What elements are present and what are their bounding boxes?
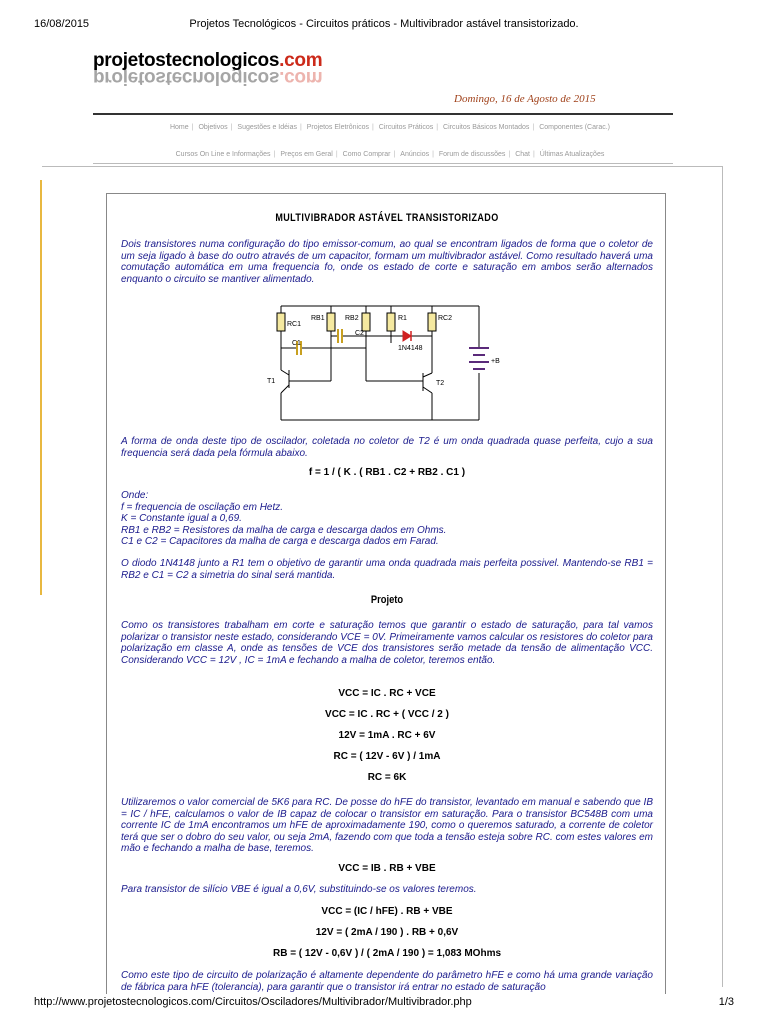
- def-f: f = frequencia de oscilação em Hetz.: [121, 501, 284, 513]
- nav-row-1: Home | Objetivos | Sugestões e Idéias | Projetos Eletrônicos | Circuitos Práticos | Circuitos Básicos Montados | Componentes (Carac.): [160, 122, 620, 134]
- vbe-paragraph: Para transistor de silício VBE é igual a 0,6V, substituindo-se os valores teremos.: [121, 884, 477, 895]
- intro-paragraph: Dois transistores numa configuração do tipo emissor-comum, ao qual se encontram ligados de forma que o coletor de um seja ligado à base do outro através de um capacitor, formam um multivibrador astável. Como resultado haverá uma comutação automática em uma frequencia fo, onde os estado de corte e saturação em ambos serão alternados enquanto o circuito se mantiver alimentado.: [121, 239, 653, 285]
- nav-objetivos[interactable]: Objetivos: [198, 124, 228, 131]
- label-rc1: RC1: [287, 321, 302, 328]
- label-rb2: RB2: [345, 315, 359, 322]
- left-accent-bar: [40, 180, 42, 595]
- nav-componentes[interactable]: Componentes (Carac.): [539, 124, 611, 131]
- diode-paragraph: O diodo 1N4148 junto a R1 tem o objetivo de garantir uma onda quadrada mais perfeita possivel. Mantendo-se RB1 = RB2 e C1 = C2 a simetria do sinal será mantida.: [121, 558, 653, 581]
- def-k: K = Constante igual a 0,69.: [121, 513, 242, 525]
- nav-cursos[interactable]: Cursos On Line e Informações: [175, 151, 271, 158]
- logo-reflection-main: projetostecnologicos: [93, 67, 280, 88]
- label-t1: T1: [267, 378, 276, 385]
- label-t2: T2: [436, 380, 445, 387]
- article-box: [106, 193, 666, 994]
- nav-circuitos-basicos[interactable]: Circuitos Básicos Montados: [443, 124, 530, 131]
- nav-divider: [93, 163, 673, 164]
- tolerance-paragraph: Como este tipo de circuito de polarização é altamente dependente do parâmetro hFE e como há uma grande variação de fábrica para hFE (tolerancia), para garantir que o transistor irá entrar no estado de saturação: [121, 970, 653, 993]
- logo-reflection-com: .com: [279, 67, 323, 88]
- nav-anuncios[interactable]: Anúncios: [400, 151, 430, 158]
- resistor-r1: [387, 313, 395, 331]
- nav-projetos[interactable]: Projetos Eletrônicos: [306, 124, 370, 131]
- eq-rb-result: RB = ( 12V - 0,6V ) / ( 2mA / 190 ) = 1,083 MOhms: [272, 948, 502, 959]
- print-date: 16/08/2015: [34, 18, 90, 30]
- site-date: Domingo, 16 de Agosto de 2015: [454, 93, 596, 105]
- header-divider: [93, 113, 673, 115]
- projeto-paragraph: Como os transistores trabalham em corte e saturação temos que garantir o estado de saturação, para tal vamos polarizar o transistor neste estado, considerando VCE = 0V. Primeiramente vamos calcular os resistores do coletor para polarização em classe A, onde as tensões de VCE dos transistores serão metade da tensão de alimentação VCC. Considerando VCC = 12V , IC = 1mA e fechando a malha de coletor, teremos então.: [121, 620, 653, 666]
- nav-forum[interactable]: Forum de discussões: [438, 151, 506, 158]
- label-vplus: +B: [491, 358, 500, 365]
- eq-vcc-hfe: VCC = (IC / hFE) . RB + VBE: [321, 906, 453, 917]
- label-rb1: RB1: [311, 315, 325, 322]
- eq-vcc-2: VCC = IC . RC + ( VCC / 2 ): [325, 709, 449, 720]
- logo-com-text: .com: [279, 50, 323, 71]
- nav-home[interactable]: Home: [169, 124, 189, 131]
- nav-precos[interactable]: Preços em Geral: [280, 151, 333, 158]
- def-c: C1 e C2 = Capacitores da malha de carga e descarga dados em Farad.: [121, 536, 439, 548]
- eq-rc-result: RC = 6K: [367, 772, 407, 783]
- logo-main-text: projetostecnologicos: [93, 50, 280, 71]
- nav-como-comprar[interactable]: Como Comprar: [342, 151, 391, 158]
- nav-atualizacoes[interactable]: Últimas Atualizações: [539, 151, 605, 158]
- eq-vcc-base: VCC = IB . RB + VBE: [338, 863, 436, 874]
- eq-vcc-1: VCC = IC . RC + VCE: [338, 688, 436, 699]
- resistor-rb1: [327, 313, 335, 331]
- frequency-formula: f = 1 / ( K . ( RB1 . C2 + RB2 . C1 ): [308, 467, 466, 478]
- resistor-rc2: [428, 313, 436, 331]
- nav-row-2: Cursos On Line e Informações | Preços em Geral | Como Comprar | Anúncios | Forum de discussões | Chat | Últimas Atualizações: [160, 149, 620, 161]
- def-rb: RB1 e RB2 = Resistores da malha de carga e descarga dados em Ohms.: [121, 524, 447, 536]
- label-c2: C2: [355, 330, 364, 337]
- diode-symbol: [403, 331, 411, 341]
- article-title: MULTIVIBRADOR ASTÁVEL TRANSISTORIZADO: [275, 212, 499, 224]
- definitions: [121, 490, 653, 548]
- label-rc2: RC2: [438, 315, 453, 322]
- resistor-rb2: [362, 313, 370, 331]
- waveform-paragraph: A forma de onda deste tipo de oscilador, coletada no coletor de T2 é um onda quadrada quase perfeita, cujo a sua frequencia será dada pela fórmula abaixo.: [121, 436, 653, 459]
- label-diode: 1N4148: [398, 345, 423, 352]
- eq-12v: 12V = 1mA . RC + 6V: [338, 730, 436, 741]
- print-footer-url: http://www.projetostecnologicos.com/Circuitos/Osciladores/Multivibrador/Multivibrador.php: [34, 996, 472, 1008]
- label-c1: C1: [292, 340, 301, 347]
- print-page-number: 1/3: [718, 996, 734, 1008]
- eq-rc-calc: RC = ( 12V - 6V ) / 1mA: [333, 751, 441, 762]
- section-projeto: Projeto: [370, 594, 404, 606]
- resistor-rc1: [277, 313, 285, 331]
- nav-chat[interactable]: Chat: [515, 151, 530, 158]
- nav-sugestoes[interactable]: Sugestões e Idéias: [237, 124, 297, 131]
- circuit-diagram: [267, 303, 511, 423]
- label-r1: R1: [398, 315, 407, 322]
- logo-reflection: [93, 66, 322, 88]
- print-title: Projetos Tecnológicos - Circuitos práticos - Multivibrador astável transistorizado.: [189, 18, 579, 30]
- hfe-paragraph: Utilizaremos o valor comercial de 5K6 para RC. De posse do hFE do transistor, levantado em manual e sabendo que IB = IC / hFE, calculamos o valor de IB capaz de colocar o transistor em saturação. Para o transistor BC548B com uma corrente IC de 1mA encontramos um hFE de aproximadamente 190, como o queremos saturado, a corrente de coletor terá que ser o dobro do seu valor, ou seja 2mA, fazendo com que toda a tensão esteja sobre RC. com estes valores em mão e fechando a malha de base, teremos.: [121, 797, 653, 855]
- eq-12v-rb: 12V = ( 2mA / 190 ) . RB + 0,6V: [315, 927, 459, 938]
- nav-circuitos-praticos[interactable]: Circuitos Práticos: [378, 124, 434, 131]
- def-onde: Onde:: [121, 490, 149, 501]
